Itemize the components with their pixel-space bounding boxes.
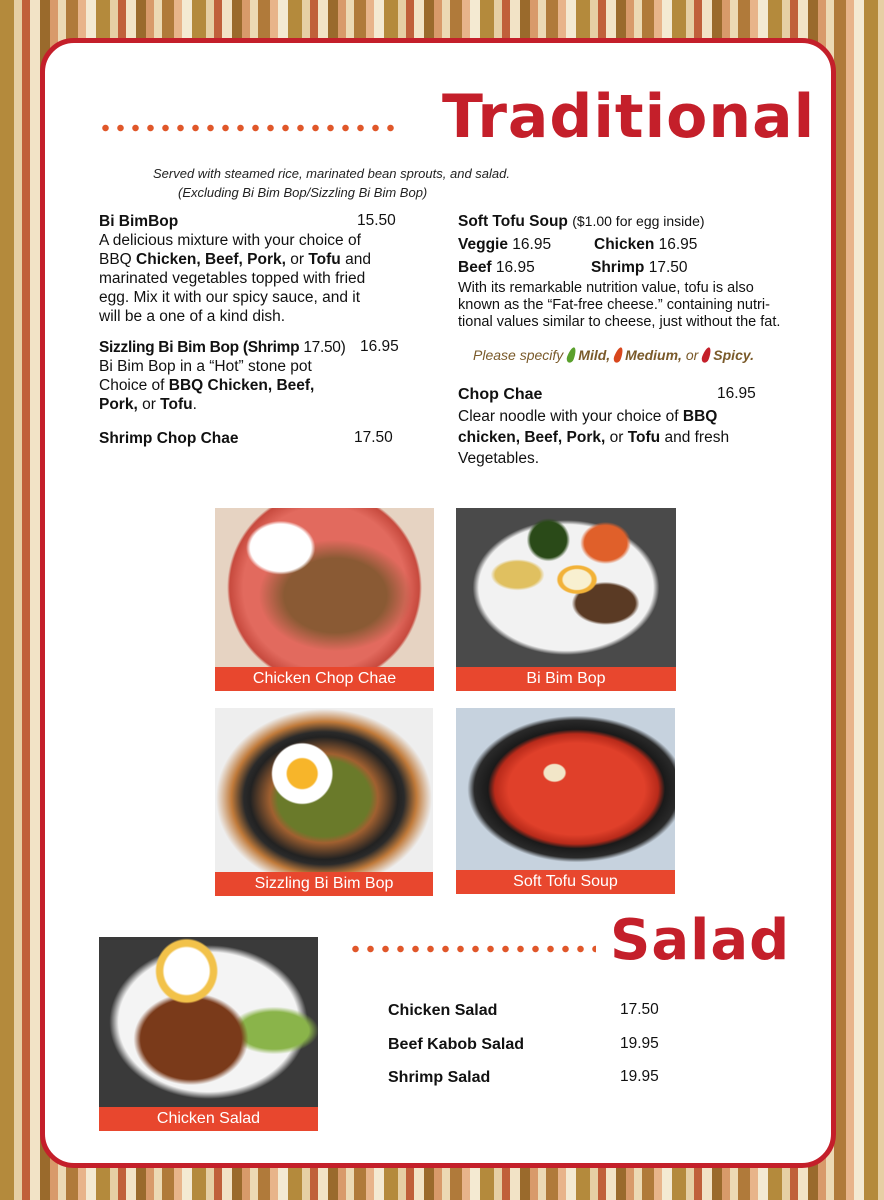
dish-image <box>456 708 675 870</box>
dotted-divider <box>98 124 398 132</box>
photo-chicken-chop-chae <box>215 508 434 691</box>
photo-caption: Sizzling Bi Bim Bop <box>215 872 433 896</box>
photo-caption: Chicken Chop Chae <box>215 667 434 691</box>
item-desc-bibimbop: A delicious mixture with your choice of BBQ Chicken, Beef, Pork, or Tofu and marinated vegetables topped with fried egg. Mix it with our spicy sauce, and it will be a one of a kind dish. <box>99 232 371 325</box>
dish-image <box>456 508 676 667</box>
photo-caption: Bi Bim Bop <box>456 667 676 691</box>
served-with-note: Served with steamed rice, marinated bean sprouts, and salad. <box>153 166 510 181</box>
photo-soft-tofu-soup <box>456 708 675 894</box>
medium-pepper-icon <box>613 346 625 363</box>
photo-caption: Chicken Salad <box>99 1107 318 1131</box>
item-name-shrimp-chop-chae: Shrimp Chop Chae <box>99 430 239 447</box>
item-price-bibimbop: 15.50 <box>357 212 396 229</box>
item-desc-sizzling: Bi Bim Bop in a “Hot” stone pot Choice of BBQ Chicken, Beef, Pork, or Tofu. <box>99 358 315 413</box>
tofu-option-shrimp: Shrimp 17.50 <box>591 259 688 276</box>
item-soft-tofu-soup: Soft Tofu Soup ($1.00 for egg inside) <box>458 213 705 230</box>
spicy-pepper-icon <box>701 346 713 363</box>
item-name-sizzling: Sizzling Bi Bim Bop (Shrimp 17.50) <box>99 339 346 356</box>
excluding-note: (Excluding Bi Bim Bop/Sizzling Bi Bim Bop) <box>178 185 428 200</box>
dotted-divider <box>348 945 596 953</box>
item-price-shrimp-chop-chae: 17.50 <box>354 429 393 446</box>
tofu-option-chicken: Chicken 16.95 <box>594 236 698 253</box>
photo-bi-bim-bop <box>456 508 676 691</box>
tofu-option-veggie: Veggie 16.95 <box>458 236 552 253</box>
item-price-sizzling: 16.95 <box>360 338 399 355</box>
salad-item-name: Chicken Salad <box>388 1002 498 1019</box>
item-desc-chop-chae: Clear noodle with your choice of BBQ chicken, Beef, Pork, or Tofu and fresh Vegetables. <box>458 408 730 467</box>
section-title-traditional: Traditional <box>442 82 816 152</box>
item-price-chop-chae: 16.95 <box>717 385 756 402</box>
tofu-option-beef: Beef 16.95 <box>458 259 535 276</box>
salad-item-name: Beef Kabob Salad <box>388 1036 525 1053</box>
photo-caption: Soft Tofu Soup <box>456 870 675 894</box>
dish-image <box>215 508 434 667</box>
salad-item-name: Shrimp Salad <box>388 1069 491 1086</box>
section-title-salad: Salad <box>610 908 791 973</box>
dish-image <box>99 937 318 1107</box>
spice-level-note: Please specify Mild, Medium, or Spicy. <box>473 347 755 363</box>
photo-chicken-salad <box>99 937 318 1131</box>
salad-item-price: 19.95 <box>620 1035 659 1052</box>
salad-item-price: 17.50 <box>620 1001 659 1018</box>
salad-item-price: 19.95 <box>620 1068 659 1085</box>
dish-image <box>215 708 433 872</box>
photo-sizzling-bi-bim-bop <box>215 708 433 896</box>
item-desc-soft-tofu: With its remarkable nutrition value, tofu is also known as the “Fat-free cheese.” containing nutri- tional values similar to cheese, just without the fat. <box>458 280 781 330</box>
mild-pepper-icon <box>566 346 578 363</box>
item-name-chop-chae: Chop Chae <box>458 386 543 403</box>
item-name-bibimbop: Bi BimBop <box>99 213 179 230</box>
